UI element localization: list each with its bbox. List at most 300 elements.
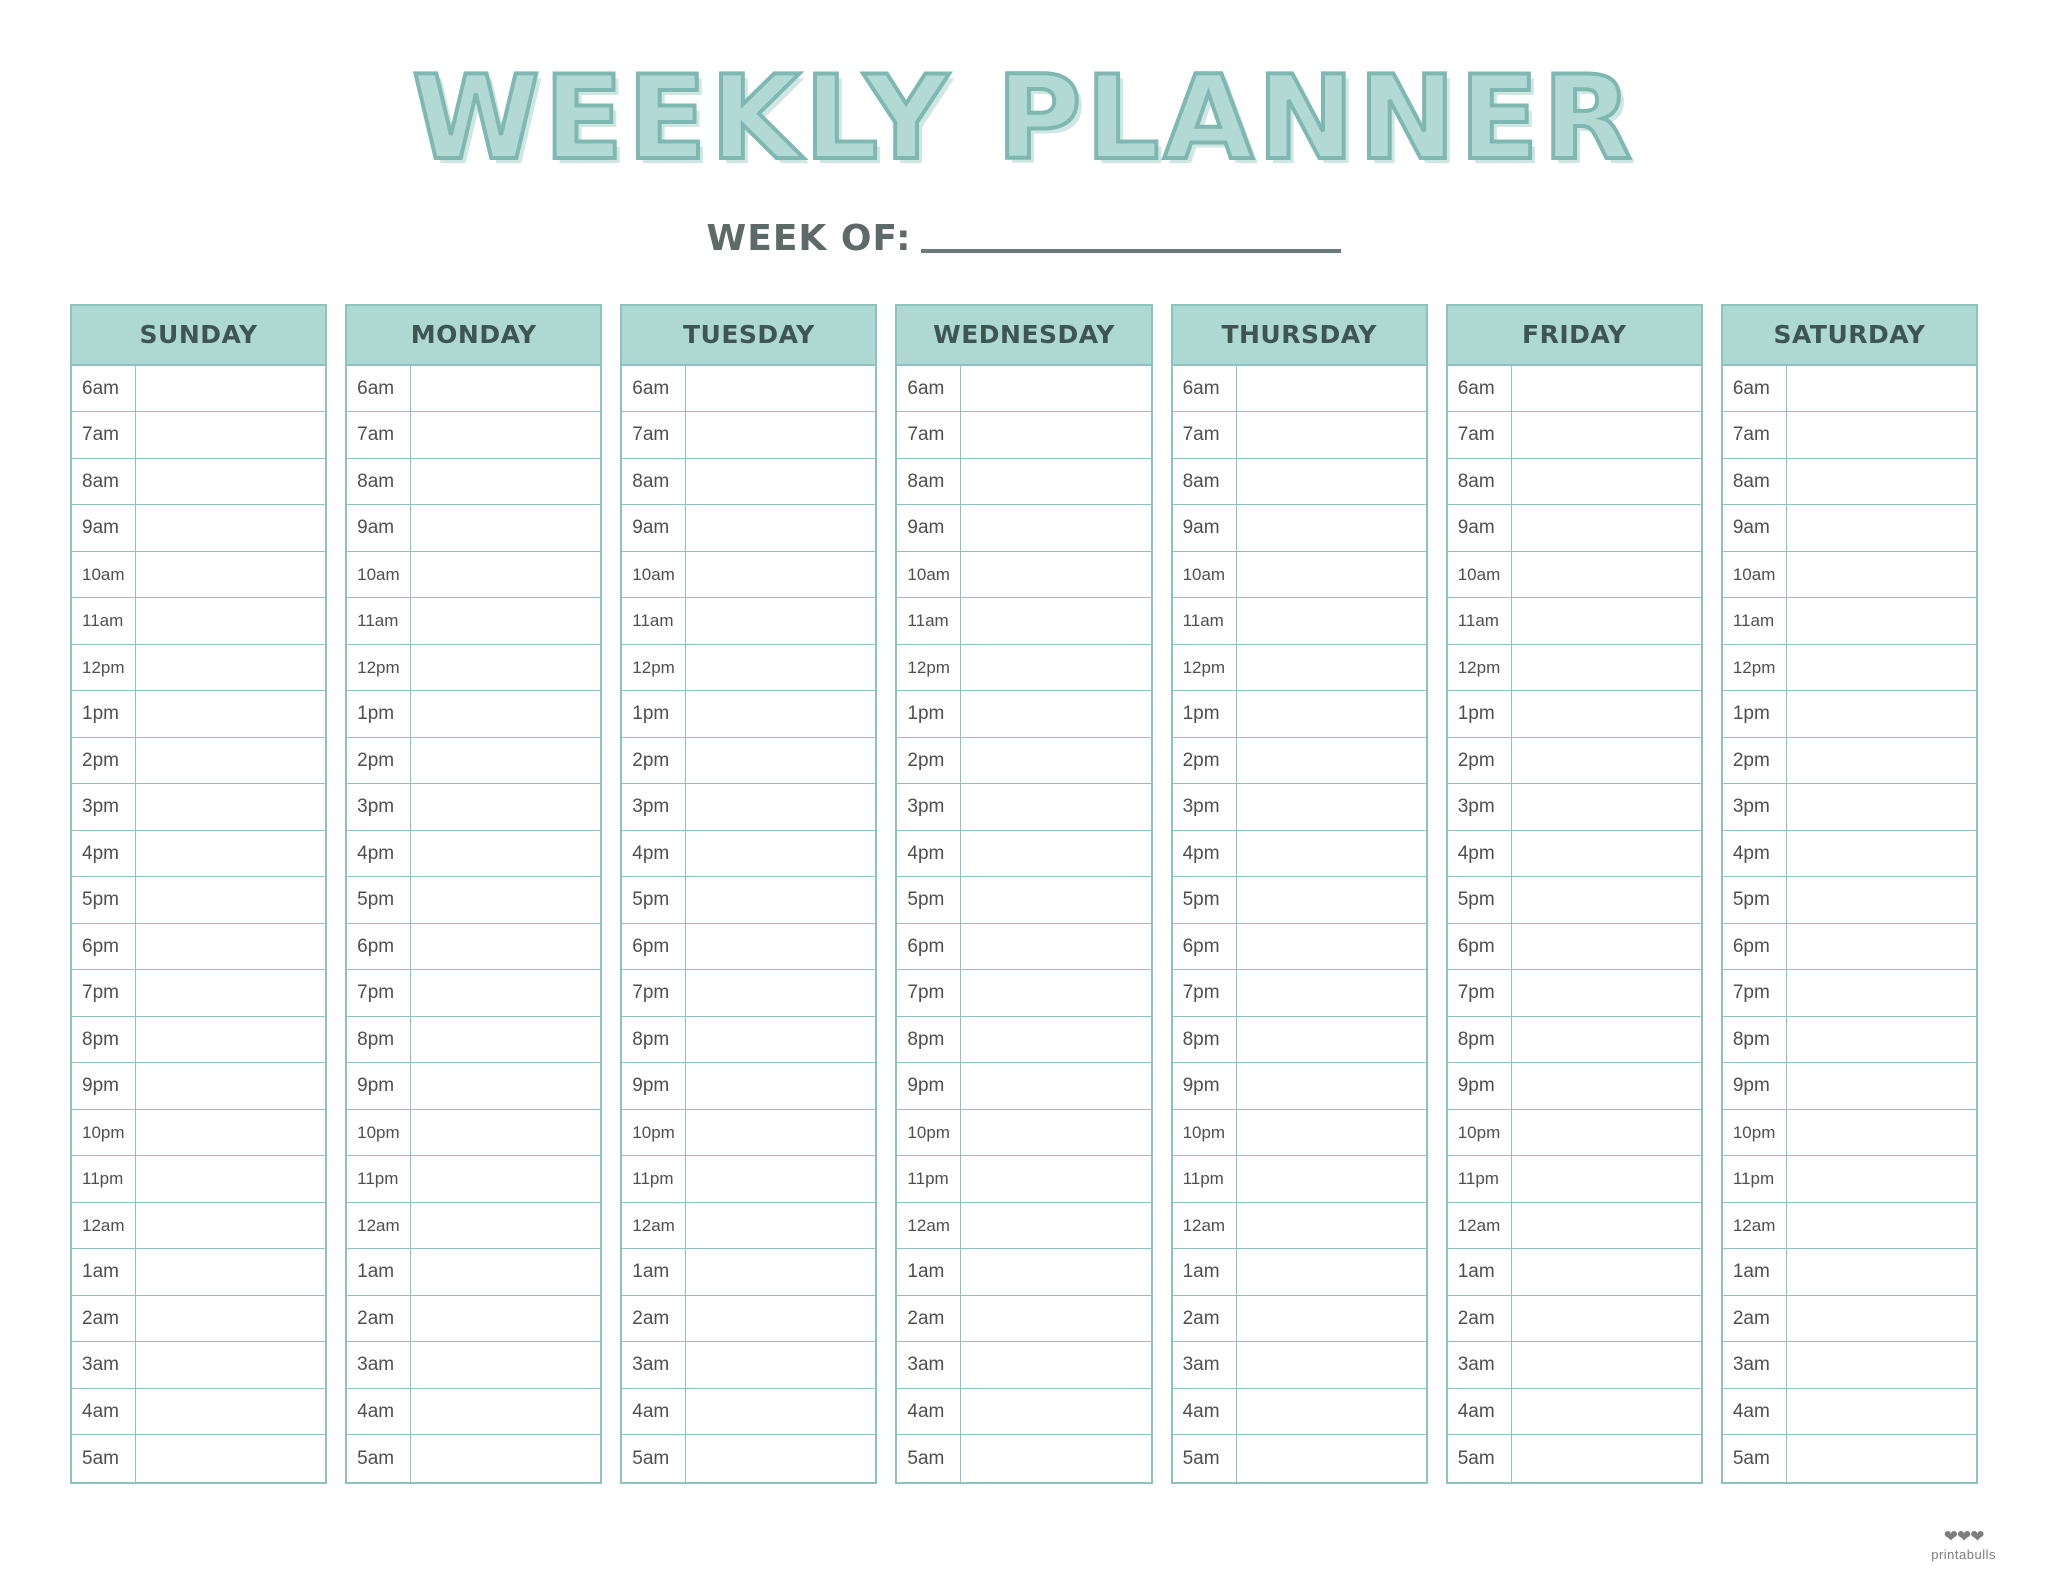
- hour-label: 3pm: [622, 784, 686, 830]
- schedule-entry-cell[interactable]: [686, 924, 875, 970]
- schedule-entry-cell[interactable]: [686, 598, 875, 644]
- hour-label: 2am: [1723, 1296, 1787, 1342]
- schedule-entry-cell[interactable]: [1237, 738, 1426, 784]
- schedule-entry-cell[interactable]: [961, 1249, 1150, 1295]
- hour-label: 6pm: [1448, 924, 1512, 970]
- hour-row: [1448, 691, 1701, 738]
- hour-label: 8pm: [897, 1017, 961, 1063]
- schedule-entry-cell[interactable]: [1787, 924, 1976, 970]
- schedule-entry-cell[interactable]: [686, 1389, 875, 1435]
- logo-brand-text: printabulls: [1931, 1547, 1996, 1562]
- schedule-entry-cell[interactable]: [1237, 924, 1426, 970]
- schedule-entry-cell[interactable]: [1237, 1249, 1426, 1295]
- hour-row: [1723, 1249, 1976, 1296]
- schedule-entry-cell[interactable]: [1237, 412, 1426, 458]
- schedule-entry-cell[interactable]: [136, 1063, 325, 1109]
- schedule-entry-cell[interactable]: [1787, 877, 1976, 923]
- hour-row: [897, 877, 1150, 924]
- schedule-entry-cell[interactable]: [686, 1249, 875, 1295]
- schedule-entry-cell[interactable]: [411, 831, 600, 877]
- schedule-entry-cell[interactable]: [1787, 1017, 1976, 1063]
- schedule-entry-cell[interactable]: [686, 1063, 875, 1109]
- day-header-wednesday: WEDNESDAY: [897, 306, 1150, 366]
- hour-label: 8pm: [1723, 1017, 1787, 1063]
- hour-row: [897, 970, 1150, 1017]
- schedule-entry-cell[interactable]: [136, 831, 325, 877]
- schedule-entry-cell[interactable]: [1237, 970, 1426, 1016]
- logo-marks-icon: ❤❤❤: [1943, 1527, 1984, 1547]
- schedule-entry-cell[interactable]: [1787, 505, 1976, 551]
- hour-row: [1723, 738, 1976, 785]
- hour-label: 12pm: [897, 645, 961, 691]
- hour-row: [1723, 645, 1976, 692]
- schedule-entry-cell[interactable]: [686, 1342, 875, 1388]
- schedule-entry-cell[interactable]: [961, 1435, 1150, 1482]
- schedule-entry-cell[interactable]: [961, 1063, 1150, 1109]
- schedule-entry-cell[interactable]: [411, 1389, 600, 1435]
- hour-label: 8am: [622, 459, 686, 505]
- schedule-entry-cell[interactable]: [961, 552, 1150, 598]
- schedule-entry-cell[interactable]: [136, 877, 325, 923]
- schedule-entry-cell[interactable]: [1787, 1110, 1976, 1156]
- schedule-entry-cell[interactable]: [411, 1156, 600, 1202]
- schedule-entry-cell[interactable]: [136, 1249, 325, 1295]
- hour-label: 6pm: [347, 924, 411, 970]
- schedule-entry-cell[interactable]: [1787, 1203, 1976, 1249]
- schedule-entry-cell[interactable]: [961, 459, 1150, 505]
- schedule-entry-cell[interactable]: [411, 1203, 600, 1249]
- schedule-entry-cell[interactable]: [1512, 552, 1701, 598]
- planner-grid: [0, 304, 2048, 1484]
- hour-row: [72, 1156, 325, 1203]
- schedule-entry-cell[interactable]: [961, 505, 1150, 551]
- schedule-entry-cell[interactable]: [686, 645, 875, 691]
- hour-label: 2am: [622, 1296, 686, 1342]
- schedule-entry-cell[interactable]: [686, 877, 875, 923]
- hour-label: 4am: [347, 1389, 411, 1435]
- hour-label: 10am: [897, 552, 961, 598]
- hour-label: 7am: [1173, 412, 1237, 458]
- hour-row: [1723, 831, 1976, 878]
- hour-label: 9pm: [897, 1063, 961, 1109]
- hour-row: [347, 459, 600, 506]
- schedule-entry-cell[interactable]: [686, 691, 875, 737]
- hour-row: [622, 552, 875, 599]
- schedule-entry-cell[interactable]: [1237, 1110, 1426, 1156]
- schedule-entry-cell[interactable]: [961, 1110, 1150, 1156]
- schedule-entry-cell[interactable]: [961, 1203, 1150, 1249]
- schedule-entry-cell[interactable]: [1237, 1342, 1426, 1388]
- hour-row: [347, 1296, 600, 1343]
- hour-row: [347, 645, 600, 692]
- schedule-entry-cell[interactable]: [1512, 1156, 1701, 1202]
- hour-label: 2pm: [347, 738, 411, 784]
- schedule-entry-cell[interactable]: [136, 366, 325, 412]
- hour-row: [72, 1389, 325, 1436]
- schedule-entry-cell[interactable]: [1787, 1249, 1976, 1295]
- schedule-entry-cell[interactable]: [136, 784, 325, 830]
- schedule-entry-cell[interactable]: [961, 738, 1150, 784]
- schedule-entry-cell[interactable]: [961, 1156, 1150, 1202]
- schedule-entry-cell[interactable]: [961, 784, 1150, 830]
- schedule-entry-cell[interactable]: [1512, 738, 1701, 784]
- hour-label: 12pm: [622, 645, 686, 691]
- schedule-entry-cell[interactable]: [1237, 552, 1426, 598]
- schedule-entry-cell[interactable]: [961, 831, 1150, 877]
- schedule-entry-cell[interactable]: [411, 598, 600, 644]
- schedule-entry-cell[interactable]: [1237, 877, 1426, 923]
- schedule-entry-cell[interactable]: [1512, 1296, 1701, 1342]
- schedule-entry-cell[interactable]: [1237, 1389, 1426, 1435]
- schedule-entry-cell[interactable]: [1512, 366, 1701, 412]
- hour-row: [1173, 505, 1426, 552]
- hour-row: [72, 1296, 325, 1343]
- hour-label: 12pm: [1723, 645, 1787, 691]
- schedule-entry-cell[interactable]: [1237, 1063, 1426, 1109]
- schedule-entry-cell[interactable]: [1787, 1156, 1976, 1202]
- hour-label: 11am: [1173, 598, 1237, 644]
- schedule-entry-cell[interactable]: [136, 1156, 325, 1202]
- schedule-entry-cell[interactable]: [1512, 691, 1701, 737]
- hour-row: [1723, 970, 1976, 1017]
- schedule-entry-cell[interactable]: [1787, 1435, 1976, 1482]
- hour-row: [1723, 1435, 1976, 1482]
- hour-row: [347, 738, 600, 785]
- hour-row: [1448, 1017, 1701, 1064]
- schedule-entry-cell[interactable]: [1787, 459, 1976, 505]
- hour-row: [1723, 784, 1976, 831]
- hour-row: [1723, 1389, 1976, 1436]
- hour-label: 5pm: [347, 877, 411, 923]
- schedule-entry-cell[interactable]: [686, 505, 875, 551]
- hour-label: 4pm: [1448, 831, 1512, 877]
- schedule-entry-cell[interactable]: [411, 1017, 600, 1063]
- schedule-entry-cell[interactable]: [686, 970, 875, 1016]
- hour-label: 3am: [622, 1342, 686, 1388]
- schedule-entry-cell[interactable]: [411, 1342, 600, 1388]
- hour-label: 3pm: [347, 784, 411, 830]
- schedule-entry-cell[interactable]: [1787, 831, 1976, 877]
- schedule-entry-cell[interactable]: [1512, 1389, 1701, 1435]
- schedule-entry-cell[interactable]: [136, 738, 325, 784]
- hour-label: 2pm: [622, 738, 686, 784]
- schedule-entry-cell[interactable]: [136, 1296, 325, 1342]
- hour-label: 11am: [347, 598, 411, 644]
- schedule-entry-cell[interactable]: [1512, 924, 1701, 970]
- schedule-entry-cell[interactable]: [1787, 1063, 1976, 1109]
- hour-row: [347, 552, 600, 599]
- schedule-entry-cell[interactable]: [1787, 1389, 1976, 1435]
- schedule-entry-cell[interactable]: [1237, 1435, 1426, 1482]
- schedule-entry-cell[interactable]: [1237, 1203, 1426, 1249]
- hour-row: [897, 1110, 1150, 1157]
- footer-logo: [1931, 1529, 1996, 1561]
- hour-row: [897, 505, 1150, 552]
- day-column: [345, 304, 602, 1484]
- hour-label: 12am: [347, 1203, 411, 1249]
- hour-label: 4pm: [622, 831, 686, 877]
- hour-row: [347, 598, 600, 645]
- hour-row: [1173, 598, 1426, 645]
- schedule-entry-cell[interactable]: [1512, 645, 1701, 691]
- hour-label: 7am: [72, 412, 136, 458]
- hour-label: 8am: [897, 459, 961, 505]
- title-section: [0, 0, 2048, 186]
- schedule-entry-cell[interactable]: [411, 505, 600, 551]
- schedule-entry-cell[interactable]: [686, 366, 875, 412]
- schedule-entry-cell[interactable]: [1787, 1296, 1976, 1342]
- schedule-entry-cell[interactable]: [961, 691, 1150, 737]
- schedule-entry-cell[interactable]: [1237, 459, 1426, 505]
- schedule-entry-cell[interactable]: [136, 598, 325, 644]
- hour-label: 7pm: [897, 970, 961, 1016]
- hour-label: 11am: [1723, 598, 1787, 644]
- schedule-entry-cell[interactable]: [411, 1063, 600, 1109]
- schedule-entry-cell[interactable]: [1787, 366, 1976, 412]
- hour-label: 11am: [1448, 598, 1512, 644]
- schedule-entry-cell[interactable]: [1237, 1296, 1426, 1342]
- hour-label: 4pm: [72, 831, 136, 877]
- hour-label: 11pm: [622, 1156, 686, 1202]
- hour-label: 5pm: [1173, 877, 1237, 923]
- hour-label: 9am: [72, 505, 136, 551]
- schedule-entry-cell[interactable]: [1512, 970, 1701, 1016]
- hour-row: [1448, 1249, 1701, 1296]
- schedule-entry-cell[interactable]: [961, 1296, 1150, 1342]
- schedule-entry-cell[interactable]: [136, 691, 325, 737]
- schedule-entry-cell[interactable]: [136, 1017, 325, 1063]
- schedule-entry-cell[interactable]: [961, 645, 1150, 691]
- schedule-entry-cell[interactable]: [686, 459, 875, 505]
- schedule-entry-cell[interactable]: [1787, 970, 1976, 1016]
- schedule-entry-cell[interactable]: [1512, 877, 1701, 923]
- schedule-entry-cell[interactable]: [1512, 459, 1701, 505]
- schedule-entry-cell[interactable]: [411, 1435, 600, 1482]
- schedule-entry-cell[interactable]: [961, 1389, 1150, 1435]
- schedule-entry-cell[interactable]: [1787, 645, 1976, 691]
- hour-label: 12am: [72, 1203, 136, 1249]
- hour-label: 7pm: [1173, 970, 1237, 1016]
- schedule-entry-cell[interactable]: [1787, 691, 1976, 737]
- schedule-entry-cell[interactable]: [411, 691, 600, 737]
- schedule-entry-cell[interactable]: [136, 459, 325, 505]
- schedule-entry-cell[interactable]: [686, 1156, 875, 1202]
- schedule-entry-cell[interactable]: [1512, 412, 1701, 458]
- schedule-entry-cell[interactable]: [136, 645, 325, 691]
- schedule-entry-cell[interactable]: [1237, 1017, 1426, 1063]
- schedule-entry-cell[interactable]: [1512, 1063, 1701, 1109]
- schedule-entry-cell[interactable]: [136, 552, 325, 598]
- schedule-entry-cell[interactable]: [1787, 738, 1976, 784]
- hour-label: 1pm: [1173, 691, 1237, 737]
- schedule-entry-cell[interactable]: [1237, 784, 1426, 830]
- schedule-entry-cell[interactable]: [1787, 598, 1976, 644]
- hour-label: 2pm: [897, 738, 961, 784]
- hour-label: 8am: [1723, 459, 1787, 505]
- schedule-entry-cell[interactable]: [1512, 1017, 1701, 1063]
- hour-label: 4am: [1173, 1389, 1237, 1435]
- hour-row: [1448, 459, 1701, 506]
- schedule-entry-cell[interactable]: [686, 1435, 875, 1482]
- day-header-monday: MONDAY: [347, 306, 600, 366]
- schedule-entry-cell[interactable]: [411, 877, 600, 923]
- hour-row: [1173, 784, 1426, 831]
- hour-label: 2pm: [1173, 738, 1237, 784]
- week-of-input[interactable]: [921, 223, 1341, 253]
- schedule-entry-cell[interactable]: [136, 412, 325, 458]
- hour-label: 3am: [347, 1342, 411, 1388]
- hour-row: [622, 1435, 875, 1482]
- schedule-entry-cell[interactable]: [411, 738, 600, 784]
- schedule-entry-cell[interactable]: [686, 831, 875, 877]
- hour-row: [347, 1017, 600, 1064]
- schedule-entry-cell[interactable]: [136, 924, 325, 970]
- hour-row: [1723, 1342, 1976, 1389]
- schedule-entry-cell[interactable]: [961, 1342, 1150, 1388]
- schedule-entry-cell[interactable]: [136, 505, 325, 551]
- schedule-entry-cell[interactable]: [686, 1296, 875, 1342]
- hour-row: [1173, 738, 1426, 785]
- schedule-entry-cell[interactable]: [411, 459, 600, 505]
- schedule-entry-cell[interactable]: [1787, 552, 1976, 598]
- hour-row: [1448, 970, 1701, 1017]
- hour-label: 7pm: [1448, 970, 1512, 1016]
- schedule-entry-cell[interactable]: [686, 552, 875, 598]
- schedule-entry-cell[interactable]: [1512, 1435, 1701, 1482]
- schedule-entry-cell[interactable]: [1512, 598, 1701, 644]
- hour-row: [1448, 1110, 1701, 1157]
- hour-row: [1723, 1296, 1976, 1343]
- hour-label: 12am: [622, 1203, 686, 1249]
- hour-row: [622, 877, 875, 924]
- hour-row: [622, 1063, 875, 1110]
- hour-row: [1448, 831, 1701, 878]
- hour-row: [347, 412, 600, 459]
- schedule-entry-cell[interactable]: [136, 1110, 325, 1156]
- schedule-entry-cell[interactable]: [686, 1203, 875, 1249]
- schedule-entry-cell[interactable]: [1237, 691, 1426, 737]
- hour-label: 8pm: [1173, 1017, 1237, 1063]
- schedule-entry-cell[interactable]: [686, 738, 875, 784]
- hour-label: 8pm: [347, 1017, 411, 1063]
- schedule-entry-cell[interactable]: [1512, 1110, 1701, 1156]
- day-column: [620, 304, 877, 1484]
- hour-row: [897, 645, 1150, 692]
- page-title: WEEKLY PLANNER: [412, 51, 1636, 186]
- schedule-entry-cell[interactable]: [686, 784, 875, 830]
- schedule-entry-cell[interactable]: [1512, 505, 1701, 551]
- schedule-entry-cell[interactable]: [411, 784, 600, 830]
- hour-row: [622, 1342, 875, 1389]
- schedule-entry-cell[interactable]: [411, 366, 600, 412]
- schedule-entry-cell[interactable]: [411, 645, 600, 691]
- schedule-entry-cell[interactable]: [1512, 831, 1701, 877]
- schedule-entry-cell[interactable]: [961, 412, 1150, 458]
- schedule-entry-cell[interactable]: [411, 1249, 600, 1295]
- schedule-entry-cell[interactable]: [961, 1017, 1150, 1063]
- hour-row: [72, 970, 325, 1017]
- hour-row: [1723, 877, 1976, 924]
- schedule-entry-cell[interactable]: [686, 1017, 875, 1063]
- schedule-entry-cell[interactable]: [136, 970, 325, 1016]
- schedule-entry-cell[interactable]: [1787, 784, 1976, 830]
- schedule-entry-cell[interactable]: [1787, 1342, 1976, 1388]
- day-column: [895, 304, 1152, 1484]
- hour-row: [347, 1389, 600, 1436]
- hour-label: 5pm: [1723, 877, 1787, 923]
- hour-row: [1723, 1017, 1976, 1064]
- schedule-entry-cell[interactable]: [1237, 1156, 1426, 1202]
- schedule-entry-cell[interactable]: [961, 598, 1150, 644]
- hour-row: [1723, 1063, 1976, 1110]
- hour-row: [1173, 691, 1426, 738]
- schedule-entry-cell[interactable]: [1237, 366, 1426, 412]
- hour-label: 6pm: [72, 924, 136, 970]
- hour-row: [897, 1389, 1150, 1436]
- hour-row: [1173, 1110, 1426, 1157]
- schedule-entry-cell[interactable]: [961, 970, 1150, 1016]
- schedule-entry-cell[interactable]: [136, 1389, 325, 1435]
- schedule-entry-cell[interactable]: [1237, 831, 1426, 877]
- schedule-entry-cell[interactable]: [411, 924, 600, 970]
- hour-row: [897, 831, 1150, 878]
- hour-label: 6am: [347, 366, 411, 412]
- hour-row: [72, 877, 325, 924]
- hour-label: 12am: [1173, 1203, 1237, 1249]
- schedule-entry-cell[interactable]: [136, 1342, 325, 1388]
- schedule-entry-cell[interactable]: [136, 1203, 325, 1249]
- schedule-entry-cell[interactable]: [1237, 505, 1426, 551]
- hour-row: [1723, 412, 1976, 459]
- schedule-entry-cell[interactable]: [411, 552, 600, 598]
- schedule-entry-cell[interactable]: [1787, 412, 1976, 458]
- schedule-entry-cell[interactable]: [961, 366, 1150, 412]
- hour-row: [347, 1156, 600, 1203]
- hour-label: 7am: [347, 412, 411, 458]
- schedule-entry-cell[interactable]: [686, 1110, 875, 1156]
- schedule-entry-cell[interactable]: [411, 1296, 600, 1342]
- hour-row: [1173, 412, 1426, 459]
- schedule-entry-cell[interactable]: [961, 877, 1150, 923]
- hour-row: [1448, 1296, 1701, 1343]
- schedule-entry-cell[interactable]: [411, 970, 600, 1016]
- schedule-entry-cell[interactable]: [136, 1435, 325, 1482]
- hour-label: 1am: [72, 1249, 136, 1295]
- schedule-entry-cell[interactable]: [1237, 645, 1426, 691]
- schedule-entry-cell[interactable]: [1512, 1249, 1701, 1295]
- hour-row: [897, 552, 1150, 599]
- hour-row: [1448, 1203, 1701, 1250]
- hour-row: [622, 738, 875, 785]
- hour-label: 12pm: [1448, 645, 1512, 691]
- schedule-entry-cell[interactable]: [411, 412, 600, 458]
- schedule-entry-cell[interactable]: [1512, 1342, 1701, 1388]
- hour-row: [72, 412, 325, 459]
- hour-label: 9am: [1448, 505, 1512, 551]
- schedule-entry-cell[interactable]: [411, 1110, 600, 1156]
- hour-label: 4pm: [347, 831, 411, 877]
- hour-label: 8am: [347, 459, 411, 505]
- schedule-entry-cell[interactable]: [686, 412, 875, 458]
- hour-row: [347, 877, 600, 924]
- schedule-entry-cell[interactable]: [1512, 1203, 1701, 1249]
- schedule-entry-cell[interactable]: [1237, 598, 1426, 644]
- schedule-entry-cell[interactable]: [1512, 784, 1701, 830]
- hour-row: [1448, 877, 1701, 924]
- hour-label: 7am: [1448, 412, 1512, 458]
- hour-label: 9am: [897, 505, 961, 551]
- schedule-entry-cell[interactable]: [961, 924, 1150, 970]
